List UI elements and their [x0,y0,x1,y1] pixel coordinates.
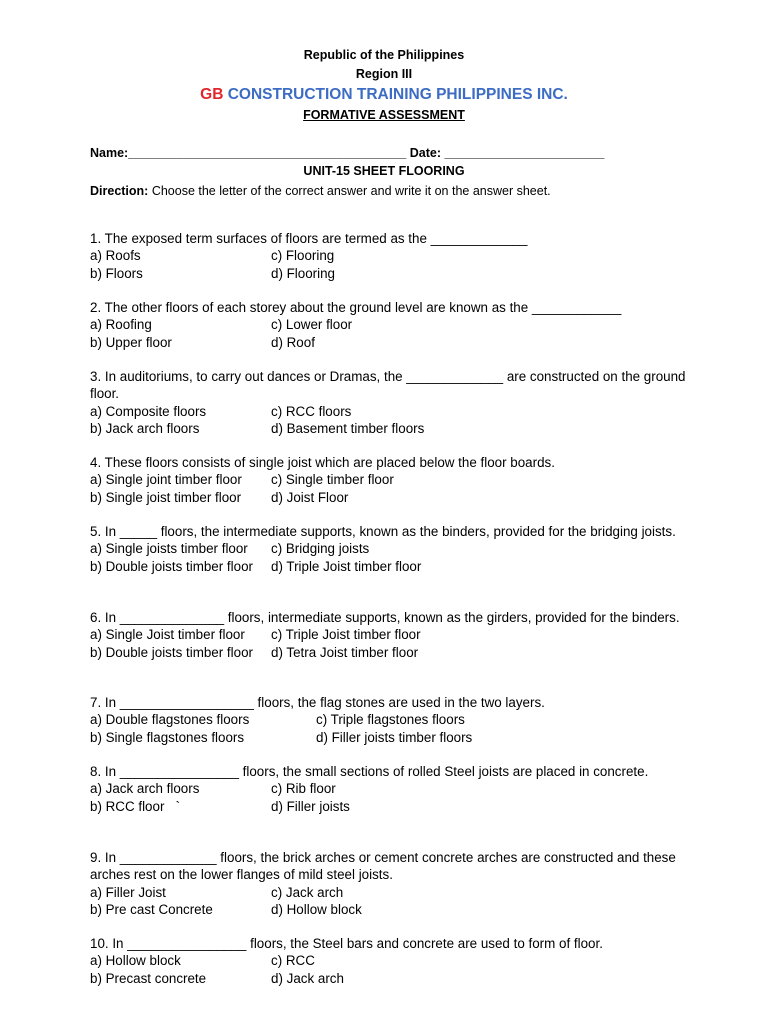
question-stem: 7. In __________________ floors, the flag stones are used in the two layers. [90,695,545,710]
question-stem: 4. These floors consists of single joist which are placed below the floor boards. [90,455,555,470]
option-a: a) Roofs [90,248,141,264]
question-stem: 6. In ______________ floors, intermediate supports, known as the girders, provided for the binders. [90,610,680,625]
option-b: b) RCC floor ` [90,798,181,814]
direction-line [90,184,551,198]
header-organization [0,86,768,104]
name-label: Name: [90,146,129,160]
date-label: Date: [409,146,442,160]
question-9 [90,849,690,918]
question-6 [90,609,690,661]
option-b: b) Single flagstones floors [90,729,245,745]
option-a: a) Single Joist timber floor [90,627,245,643]
option-d: d) Joist Floor [271,489,349,505]
option-b: b) Upper floor [90,334,172,350]
header-region: Region III [355,67,413,81]
option-c: c) Bridging joists [271,541,370,557]
option-a: a) Double flagstones floors [90,712,250,728]
question-3 [90,368,690,437]
option-c: c) Lower floor [271,317,353,333]
question-stem: 9. In _____________ floors, the brick arches or cement concrete arches are constructed and these arches rest on the lower flanges of mild steel joists. [90,850,680,883]
assessment-title: FORMATIVE ASSESSMENT [303,108,465,122]
option-c: c) Rib floor [271,781,336,797]
name-date-line [90,146,604,160]
option-c: c) Flooring [271,248,335,264]
option-d: d) Flooring [271,265,336,281]
question-2 [90,299,690,351]
question-5 [90,523,690,575]
option-b: b) Floors [90,265,143,281]
question-10 [90,935,690,987]
option-c: c) Triple flagstones floors [316,712,465,728]
name-blank: ________________________________________ [128,146,407,160]
option-d: d) Jack arch [271,970,344,986]
option-d: d) Basement timber floors [271,420,425,436]
option-d: d) Roof [271,334,315,350]
org-prefix: GB [200,86,224,103]
option-d: d) Filler joists timber floors [316,729,473,745]
header-country: Republic of the Philippines [303,48,465,62]
option-b: b) Jack arch floors [90,420,200,436]
option-d: d) Tetra Joist timber floor [271,644,419,660]
question-stem: 2. The other floors of each storey about the ground level are known as the ____________ [90,300,622,315]
option-a: a) Hollow block [90,953,181,969]
question-4 [90,454,690,506]
direction-label: Direction: [90,184,149,198]
option-a: a) Single joint timber floor [90,472,242,488]
option-b: b) Precast concrete [90,970,207,986]
option-d: d) Triple Joist timber floor [271,558,422,574]
question-8 [90,763,690,815]
option-c: c) Triple Joist timber floor [271,627,421,643]
question-1 [90,230,690,282]
question-stem: 3. In auditoriums, to carry out dances or Dramas, the _____________ are constructed on the ground floor. [90,369,690,402]
question-stem: 1. The exposed term surfaces of floors are termed as the _____________ [90,231,528,246]
direction-text: Choose the letter of the correct answer and write it on the answer sheet. [148,184,551,198]
unit-title: UNIT-15 SHEET FLOORING [303,164,465,178]
question-stem: 8. In ________________ floors, the small sections of rolled Steel joists are placed in concrete. [90,764,649,779]
option-c: c) RCC [271,953,315,969]
date-blank: _______________________ [444,146,605,160]
option-a: a) Single joists timber floor [90,541,248,557]
option-a: a) Jack arch floors [90,781,200,797]
option-c: c) Single timber floor [271,472,394,488]
question-stem: 5. In _____ floors, the intermediate supports, known as the binders, provided for the bridging joists. [90,524,676,539]
option-b: b) Pre cast Concrete [90,901,213,917]
question-7 [90,694,690,746]
option-a: a) Composite floors [90,403,207,419]
option-d: d) Hollow block [271,901,362,917]
option-b: b) Double joists timber floor [90,644,253,660]
option-c: c) RCC floors [271,403,352,419]
question-stem: 10. In ________________ floors, the Steel bars and concrete are used to form of floor. [90,936,603,951]
option-b: b) Single joist timber floor [90,489,242,505]
option-d: d) Filler joists [271,798,350,814]
option-a: a) Filler Joist [90,884,166,900]
option-c: c) Jack arch [271,884,344,900]
option-a: a) Roofing [90,317,152,333]
option-b: b) Double joists timber floor [90,558,253,574]
org-name: CONSTRUCTION TRAINING PHILIPPINES INC. [223,86,568,103]
